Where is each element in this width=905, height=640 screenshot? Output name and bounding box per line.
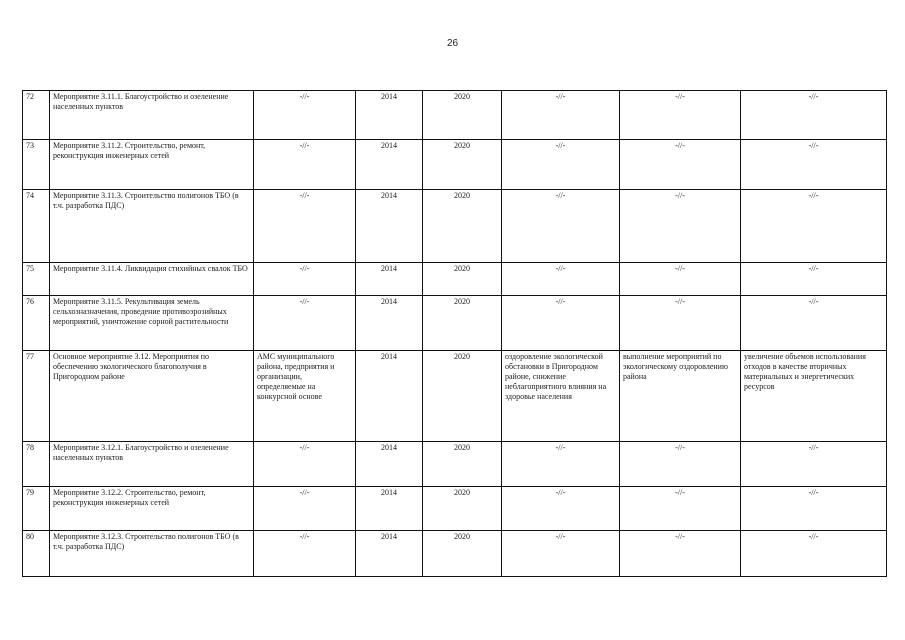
link-cell: выполнение мероприятий по экологическому оздоровлению района xyxy=(620,351,741,442)
start-year: 2014 xyxy=(356,531,423,577)
row-number: 73 xyxy=(23,140,50,190)
expected-result: -//- xyxy=(502,263,620,296)
program-measures-table xyxy=(22,90,887,577)
measure-name: Мероприятие 3.12.2. Строительство, ремонт, реконструкция инженерных сетей xyxy=(50,487,254,531)
end-year: 2020 xyxy=(423,442,502,487)
start-year: 2014 xyxy=(356,190,423,263)
row-number: 79 xyxy=(23,487,50,531)
expected-result: -//- xyxy=(502,190,620,263)
indicator-cell: -//- xyxy=(741,296,887,351)
indicator-cell: -//- xyxy=(741,531,887,577)
measure-name: Мероприятие 3.12.3. Строительство полигонов ТБО (в т.ч. разработка ПДС) xyxy=(50,531,254,577)
executor-cell: -//- xyxy=(254,263,356,296)
expected-result: -//- xyxy=(502,140,620,190)
end-year: 2020 xyxy=(423,91,502,140)
row-number: 75 xyxy=(23,263,50,296)
measure-name: Основное мероприятие 3.12. Мероприятия по обеспечению экологического благополучия в Пригородном районе xyxy=(50,351,254,442)
executor-cell: -//- xyxy=(254,296,356,351)
start-year: 2014 xyxy=(356,91,423,140)
end-year: 2020 xyxy=(423,263,502,296)
executor-cell: -//- xyxy=(254,531,356,577)
start-year: 2014 xyxy=(356,442,423,487)
end-year: 2020 xyxy=(423,140,502,190)
indicator-cell: -//- xyxy=(741,190,887,263)
table-row xyxy=(23,296,887,351)
measure-name: Мероприятие 3.11.2. Строительство, ремонт, реконструкция инженерных сетей xyxy=(50,140,254,190)
table-row xyxy=(23,531,887,577)
table-row xyxy=(23,351,887,442)
link-cell: -//- xyxy=(620,190,741,263)
table-row xyxy=(23,140,887,190)
link-cell: -//- xyxy=(620,263,741,296)
indicator-cell: -//- xyxy=(741,442,887,487)
start-year: 2014 xyxy=(356,140,423,190)
start-year: 2014 xyxy=(356,263,423,296)
executor-cell: -//- xyxy=(254,487,356,531)
link-cell: -//- xyxy=(620,296,741,351)
indicator-cell: увеличение объемов использования отходов в качестве вторичных материальных и энергетических ресурсов xyxy=(741,351,887,442)
table-row xyxy=(23,91,887,140)
row-number: 80 xyxy=(23,531,50,577)
end-year: 2020 xyxy=(423,531,502,577)
row-number: 76 xyxy=(23,296,50,351)
expected-result: -//- xyxy=(502,442,620,487)
executor-cell: -//- xyxy=(254,140,356,190)
measure-name: Мероприятие 3.11.5. Рекультивация земель сельхозназначения, проведение противоэрозийных мероприятий, уничтожение сорной растительности xyxy=(50,296,254,351)
indicator-cell: -//- xyxy=(741,91,887,140)
measure-name: Мероприятие 3.11.3. Строительство полигонов ТБО (в т.ч. разработка ПДС) xyxy=(50,190,254,263)
link-cell: -//- xyxy=(620,91,741,140)
end-year: 2020 xyxy=(423,487,502,531)
end-year: 2020 xyxy=(423,351,502,442)
row-number: 74 xyxy=(23,190,50,263)
start-year: 2014 xyxy=(356,351,423,442)
link-cell: -//- xyxy=(620,140,741,190)
end-year: 2020 xyxy=(423,190,502,263)
start-year: 2014 xyxy=(356,487,423,531)
table-row xyxy=(23,442,887,487)
expected-result: оздоровление экологической обстановки в Пригородном районе, снижение неблагоприятного влияния на здоровье населения xyxy=(502,351,620,442)
indicator-cell: -//- xyxy=(741,263,887,296)
link-cell: -//- xyxy=(620,531,741,577)
executor-cell: -//- xyxy=(254,91,356,140)
indicator-cell: -//- xyxy=(741,140,887,190)
row-number: 77 xyxy=(23,351,50,442)
start-year: 2014 xyxy=(356,296,423,351)
link-cell: -//- xyxy=(620,487,741,531)
table-row xyxy=(23,487,887,531)
row-number: 72 xyxy=(23,91,50,140)
indicator-cell: -//- xyxy=(741,487,887,531)
expected-result: -//- xyxy=(502,531,620,577)
executor-cell: -//- xyxy=(254,190,356,263)
link-cell: -//- xyxy=(620,442,741,487)
measure-name: Мероприятие 3.11.4. Ликвидация стихийных свалок ТБО xyxy=(50,263,254,296)
measure-name: Мероприятие 3.12.1. Благоустройство и озеленение населенных пунктов xyxy=(50,442,254,487)
page-number: 26 xyxy=(446,38,459,49)
row-number: 78 xyxy=(23,442,50,487)
end-year: 2020 xyxy=(423,296,502,351)
expected-result: -//- xyxy=(502,296,620,351)
executor-cell: АМС муниципального района, предприятия и организации, определяемые на конкурсной основе xyxy=(254,351,356,442)
table-row xyxy=(23,263,887,296)
measure-name: Мероприятие 3.11.1. Благоустройство и озеленение населенных пунктов xyxy=(50,91,254,140)
table-row xyxy=(23,190,887,263)
expected-result: -//- xyxy=(502,487,620,531)
executor-cell: -//- xyxy=(254,442,356,487)
expected-result: -//- xyxy=(502,91,620,140)
